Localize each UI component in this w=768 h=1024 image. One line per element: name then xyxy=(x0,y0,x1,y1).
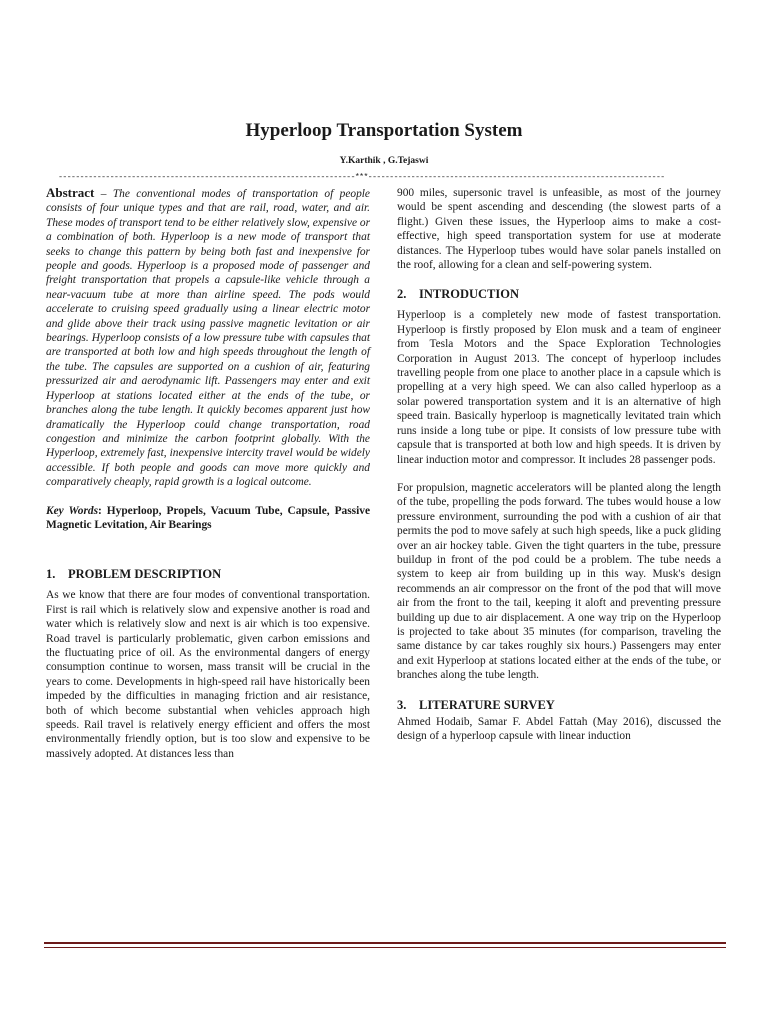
paper-title: Hyperloop Transportation System xyxy=(245,120,523,141)
abstract-label: Abstract xyxy=(46,185,95,200)
header-divider: ---------------------------------------------------------------------***--------------------------------------------------------------------- xyxy=(58,172,665,182)
body-paragraph: For propulsion, magnetic accelerators will be planted along the length of the tube, propelling the pods forward. The tubes would house a low pressure environment, surrounding the pod with a cushion of air that permits the pod to move safely at such high speeds, like a puck gliding over an air hockey table. Given the tight quarters in the tube, pressure buildup in front of the pod could be a problem. The tube needs a system to keep air from building up in this way. Musk's design recommends an air compressor on the front of the pod that will move air from the front to the tail, keeping it aloft and preventing pressure building up due to air displacement. A one way trip on the Hyperloop is projected to take about 35 minutes (for comparison, traveling the same distance by car takes roughly six hours.) Passengers may enter and exit Hyperloop at stations located either at the ends of the tube, or branches along the tube length. xyxy=(397,481,721,682)
body-paragraph: Ahmed Hodaib, Samar F. Abdel Fattah (May 2016), discussed the design of a hyperloop capsule with linear induction xyxy=(397,715,721,742)
section-title: LITERATURE SURVEY xyxy=(419,697,555,712)
section-title: PROBLEM DESCRIPTION xyxy=(68,567,222,582)
section-title: INTRODUCTION xyxy=(419,287,520,302)
section-heading-problem-description xyxy=(46,566,370,582)
left-column xyxy=(46,186,370,761)
body-paragraph: Hyperloop is a completely new mode of fastest transportation. Hyperloop is firstly proposed by Elon musk and a team of engineer from Tesla Motors and the Space Exploration Technologies Corporation in August 2013. The concept of hyperloop includes travelling people from one place to another place in a capsule which is propelling at a very high speed. We can also called hyperloop as a solar powered transportation system and it is an alternative of high speed train. Basically hyperloop is magnetically levitated train which runs inside a long tube or pipe. It consists of low pressure tube with capsule that is transported at both low and high speeds. It is driven by linear induction motor and compressor. It includes 28 passenger pods. xyxy=(397,309,721,466)
body-paragraph: 900 miles, supersonic travel is unfeasible, as most of the journey would be spent ascending and descending (the slowest parts of a flight.) Given these issues, the Hyperloop aims to make a cost-effective, high speed transportation system for use at moderate distances. The Hyperloop tubes would have solar panels installed on the roof, allowing for a clean and self-powering system. xyxy=(397,187,721,272)
footer-rule xyxy=(44,942,726,948)
section-number: 2. xyxy=(397,287,407,302)
keywords-label: Key Words xyxy=(46,504,99,517)
abstract-paragraph xyxy=(46,186,370,490)
keywords-text: : Hyperloop, Propels, Vacuum Tube, Capsule, Passive Magnetic Levitation, Air Bearings xyxy=(46,504,370,531)
body-paragraph: As we know that there are four modes of conventional transportation. First is rail which is relatively slow and expensive another is road and water which is relatively slow and next is air which is too expensive. Road travel is particularly problematic, given carbon emissions and the fluctuating price of oil. As the environmental dangers of energy consumption continue to worsen, mass transit will be crucial in the years to come. Developments in high-speed rail have historically been impeded by the difficulties in managing friction and air resistance, both of which become substantial when vehicles approach high speeds. Rail travel is relatively energy efficient and offers the most environmentally friendly option, but is too slow and expensive to be massively adopted. At distances less than xyxy=(46,589,370,760)
paper-authors: Y.Karthik , G.Tejaswi xyxy=(339,156,429,166)
right-column xyxy=(397,186,721,743)
abstract-text: The conventional modes of transportation of people consists of four unique types and that are rail, road, water, and air. These modes of transport tend to be either relatively slow, expensive or a combination of both. Hyperloop is a new mode of transport that seeks to change this pattern by being both fast and inexpensive for people and goods. Hyperloop is a proposed mode of passenger and freight transportation that propels a capsule-like vehicle through a near-vacuum tube at more than airline speed. The pods would accelerate to cruising speed gradually using a linear electric motor and glide above their track using passive magnetic levitation or air bearings. Hyperloop consists of a low pressure tube with capsules that are transported at both low and high speeds throughout the length of the tube. The capsules are supported on a cushion of air, featuring pressurized air and aerodynamic lift. Passengers may enter and exit Hyperloop at stations located either at the ends of the tube, or branches along the tube length. It quickly becomes apparent just how dramatically the Hyperloop could change transportation, road congestion and minimize the carbon footprint globally. With the Hyperloop, extremely fast, inexpensive intercity travel would be widely accessible. If both people and goods can move more quickly and comparatively cheaply, rapid growth is a logical outcome. xyxy=(46,188,370,489)
section-number: 3. xyxy=(397,697,407,712)
abstract-dash: – xyxy=(94,188,113,200)
section-heading-introduction xyxy=(397,286,721,302)
section-heading-literature-survey xyxy=(397,697,721,713)
section-number: 1. xyxy=(46,567,56,582)
keywords-paragraph xyxy=(46,504,370,533)
